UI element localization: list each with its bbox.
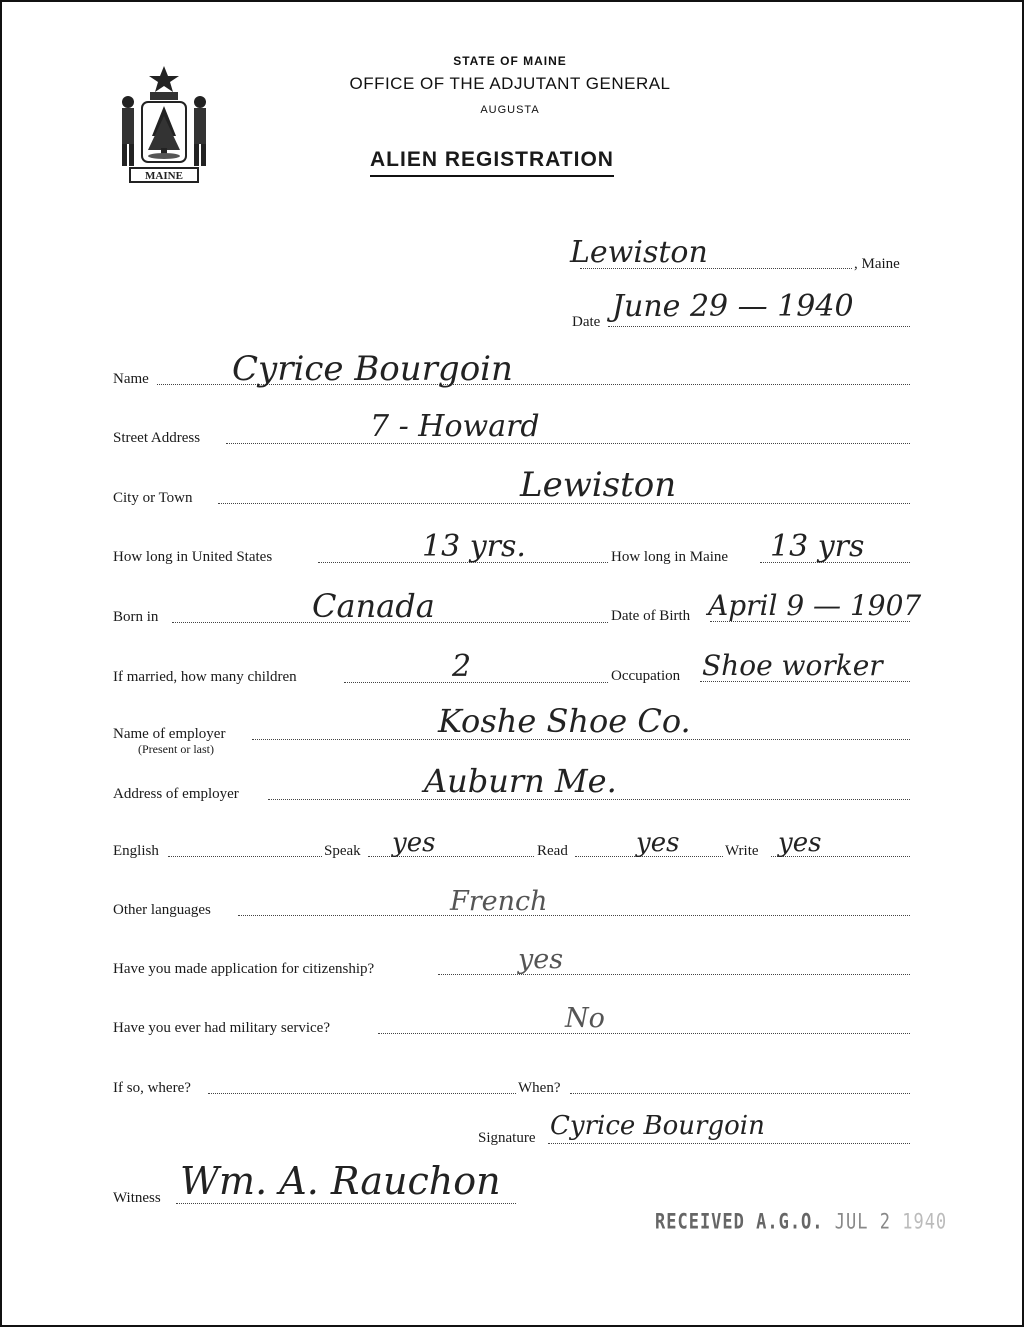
street-label: Street Address xyxy=(113,430,201,446)
when-label: When? xyxy=(518,1080,561,1096)
street-line xyxy=(226,443,910,444)
how-long-us-entry[interactable]: 13 yrs. xyxy=(422,529,526,564)
employer-label: Name of employer xyxy=(113,726,226,742)
military-label: Have you ever had military service? xyxy=(113,1020,330,1036)
read-entry[interactable]: yes xyxy=(636,828,680,858)
street-entry[interactable]: 7 - Howard xyxy=(370,409,540,444)
citizenship-line xyxy=(438,974,910,975)
state-seal-icon xyxy=(112,62,216,190)
date-line xyxy=(608,326,910,327)
children-line xyxy=(344,682,608,683)
witness-label: Witness xyxy=(113,1190,161,1206)
write-entry[interactable]: yes xyxy=(778,828,822,858)
date-label: Date xyxy=(572,314,601,330)
children-entry[interactable]: 2 xyxy=(452,649,472,684)
if-so-where-line xyxy=(208,1093,516,1094)
stamp-received: RECEIVED A.G.O. xyxy=(655,1209,824,1235)
dob-label: Date of Birth xyxy=(611,608,691,624)
citizenship-entry[interactable]: yes xyxy=(518,944,564,975)
header-office: OFFICE OF THE ADJUTANT GENERAL xyxy=(349,74,671,93)
stamp-year: 1940 xyxy=(902,1209,948,1235)
stamp-date: JUL 2 xyxy=(834,1209,891,1235)
other-languages-line xyxy=(238,915,910,916)
name-entry[interactable]: Cyrice Bourgoin xyxy=(232,349,513,389)
witness-entry[interactable]: Wm. A. Rauchon xyxy=(180,1159,501,1203)
how-long-maine-entry[interactable]: 13 yrs xyxy=(770,529,865,564)
children-label: If married, how many children xyxy=(113,669,297,685)
occupation-label: Occupation xyxy=(611,668,681,684)
employer-address-label: Address of employer xyxy=(113,786,239,802)
write-label: Write xyxy=(725,843,759,859)
witness-line xyxy=(176,1203,516,1204)
military-entry[interactable]: No xyxy=(565,1003,605,1034)
signature-line xyxy=(548,1143,910,1144)
military-line xyxy=(378,1033,910,1034)
how-long-maine-label: How long in Maine xyxy=(611,549,729,565)
employer-sublabel: (Present or last) xyxy=(138,742,214,756)
header-city: AUGUSTA xyxy=(480,104,540,116)
form-title: ALIEN REGISTRATION xyxy=(370,148,614,177)
if-so-where-label: If so, where? xyxy=(113,1080,191,1096)
when-line xyxy=(570,1093,910,1094)
english-line xyxy=(168,856,322,857)
employer-entry[interactable]: Koshe Shoe Co. xyxy=(438,702,691,740)
employer-address-entry[interactable]: Auburn Me. xyxy=(424,762,617,800)
dob-entry[interactable]: April 9 — 1907 xyxy=(708,589,922,622)
other-languages-label: Other languages xyxy=(113,902,211,918)
english-label: English xyxy=(113,843,159,859)
name-label: Name xyxy=(113,371,149,387)
born-in-entry[interactable]: Canada xyxy=(312,587,435,625)
header-state: STATE OF MAINE xyxy=(453,54,567,68)
date-entry[interactable]: June 29 — 1940 xyxy=(612,289,854,324)
city-label: City or Town xyxy=(113,490,193,506)
speak-entry[interactable]: yes xyxy=(392,828,436,858)
other-languages-entry[interactable]: French xyxy=(450,886,548,917)
maine-label: , Maine xyxy=(854,256,900,272)
signature-entry[interactable]: Cyrice Bourgoin xyxy=(550,1111,765,1141)
read-label: Read xyxy=(537,843,568,859)
town-entry[interactable]: Lewiston xyxy=(570,235,708,270)
received-stamp xyxy=(655,1210,947,1235)
city-entry[interactable]: Lewiston xyxy=(520,465,677,505)
how-long-us-label: How long in United States xyxy=(113,549,273,565)
occupation-entry[interactable]: Shoe worker xyxy=(702,649,883,682)
born-in-label: Born in xyxy=(113,609,159,625)
speak-label: Speak xyxy=(324,843,361,859)
citizenship-label: Have you made application for citizenship? xyxy=(113,961,375,977)
signature-label: Signature xyxy=(478,1130,536,1146)
seal-motto: MAINE xyxy=(145,170,183,182)
